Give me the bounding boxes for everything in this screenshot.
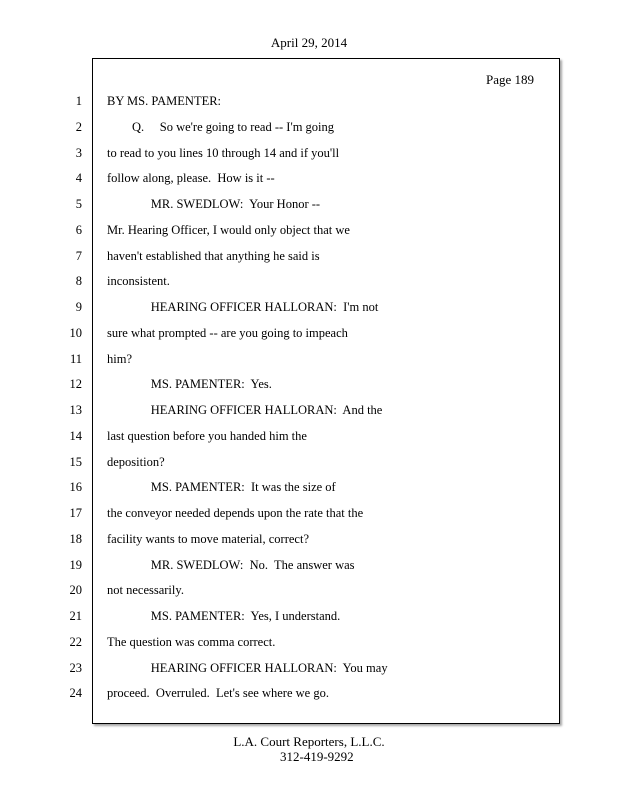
transcript-line-text: Q. So we're going to read -- I'm going [107,120,335,134]
transcript-line-text: not necessarily. [107,583,184,597]
transcript-line-text: MR. SWEDLOW: Your Honor -- [107,197,321,211]
line-number: 23 [69,661,82,675]
line-number: 9 [75,300,82,314]
transcript-line-text: last question before you handed him the [107,429,307,443]
line-number: 22 [69,635,82,649]
transcript-line-text: HEARING OFFICER HALLORAN: I'm not [107,300,379,314]
transcript-line-text: MS. PAMENTER: Yes. [107,377,272,391]
line-number: 17 [69,506,82,520]
transcript-line-text: the conveyor needed depends upon the rate that the [107,506,364,520]
line-number: 15 [69,455,82,469]
line-number: 11 [69,352,82,366]
line-number: 13 [69,403,82,417]
line-number: 1 [75,94,82,108]
transcript-line-text: BY MS. PAMENTER: [107,94,222,108]
transcript-line-text: follow along, please. How is it -- [107,171,275,185]
line-number: 7 [75,249,82,263]
line-number: 5 [75,197,82,211]
transcript-line-text: HEARING OFFICER HALLORAN: You may [107,661,388,675]
transcript-line-text: Mr. Hearing Officer, I would only object that we [107,223,350,237]
transcript-line-text: MR. SWEDLOW: No. The answer was [107,558,355,572]
line-number: 3 [75,146,82,160]
transcript-line-text: MS. PAMENTER: It was the size of [107,480,336,494]
transcript-line-text: MS. PAMENTER: Yes, I understand. [107,609,341,623]
line-number: 10 [69,326,82,340]
line-number: 14 [69,429,82,443]
line-number: 24 [69,686,82,700]
transcript-line-text: to read to you lines 10 through 14 and if you'll [107,146,340,160]
transcript-line-text: deposition? [107,455,165,469]
line-number: 12 [69,377,82,391]
line-number: 16 [69,480,82,494]
line-number: 6 [75,223,82,237]
footer-company: L.A. Court Reporters, L.L.C. [233,734,385,749]
line-number: 21 [69,609,82,623]
line-number: 8 [75,274,82,288]
transcript-line-text: haven't established that anything he said is [107,249,320,263]
transcript-line-text: inconsistent. [107,274,170,288]
transcript-line-text: him? [107,352,132,366]
header-date: April 29, 2014 [270,35,348,50]
transcript-line-text: HEARING OFFICER HALLORAN: And the [107,403,383,417]
transcript-line-text: facility wants to move material, correct? [107,532,309,546]
transcript-line-text: sure what prompted -- are you going to impeach [107,326,348,340]
line-number: 20 [69,583,82,597]
transcript-line-text: The question was comma correct. [107,635,276,649]
page-number: Page 189 [486,72,535,87]
line-number: 2 [75,120,82,134]
line-number: 18 [69,532,82,546]
transcript-line-text: proceed. Overruled. Let's see where we go. [107,686,329,700]
line-number: 4 [75,171,82,185]
line-number: 19 [69,558,82,572]
footer-phone: 312-419-9292 [280,749,354,764]
